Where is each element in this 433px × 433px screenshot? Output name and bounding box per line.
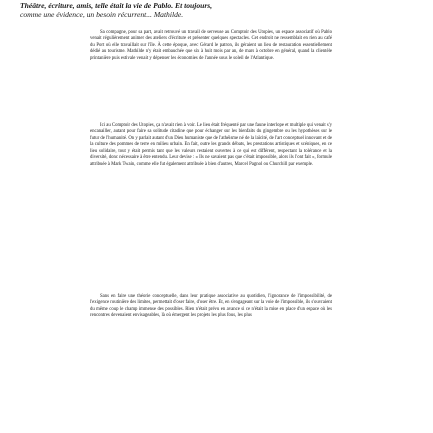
paragraph-comptoir-description: Ici au Comptoir des Utopies, ça n'avait rien à voir. Le lieu était fréquenté par une faune interlope et multiple qui venait s'y encanailler, autant pour faire sa solitude citadine que pour échanger sur les bienfaits du gingembre ou les hypothèses sur le futur de l'humanité. On y parlait autant d'un Dieu humaniste que de l'athéisme né de la laïcité, de l'art conceptuel innovant et de la culture des pommes de terre en milieu urbain. En fait, outre les grands débats, les prestations artistiques et scéniques, en ce lieu solidaire, tout y était permis tant que les valeurs restaient ouvertes à ce qui est différent, respectant la tolérance et la diversité, donc nécessaire à être entendu. Leur devise : « Ils ne savaient pas que c'était impossible, alors ils l'ont fait », formule attribuée à Mark Twain, comme elle fut également attribuée à bien d'autres, Marcel Pagnol ou Churchill par exemple. (90, 123, 332, 167)
running-text-bold: Théâtre, écriture, amis, telle était la vie de Pablo. Et toujours, (20, 1, 213, 10)
paragraph-comptoir-intro: Sa compagne, pour sa part, avait retrouvé un travail de serveuse au Comptoir des Utopies, un espace associatif où Pablo venait régulièrement animer des ateliers d'écriture et présenter quelques spectacles. Cet endroit ne ressemblait en rien au café du Port où elle travaillait sur l'île. À cette époque, avec Gérard le patron, ils géraient un lieu de restauration essentiellement dédié au tourisme. Mathilde n'y était embauchée que six à huit mois par an, de mars à octobre en général, quand la clientèle printanière puis estivale venait y dépenser les économies de l'année sous le soleil de l'Atlantique. (90, 30, 332, 61)
paragraph-impossible-theory: Sans en faire une théorie conceptuelle, dans leur pratique associative au quotidien, l'ignorance de l'impossibilité, de l'exigence routinière des limites, permettait d'oser faire, d'oser être. Et, en s'engageant sur la voie de l'impossible, ils s'ouvraient du même coup le champ immense des possibles. Rien n'était prévu en avance si ce n'était la mise en place d'un espace où les rencontres devenaient envisageables, là où émergent les projets les plus fous, les plus (90, 294, 332, 319)
running-text-top (20, 2, 420, 19)
running-text-continuation: comme une évidence, un besoin récurrent... Mathilde. (20, 9, 184, 19)
